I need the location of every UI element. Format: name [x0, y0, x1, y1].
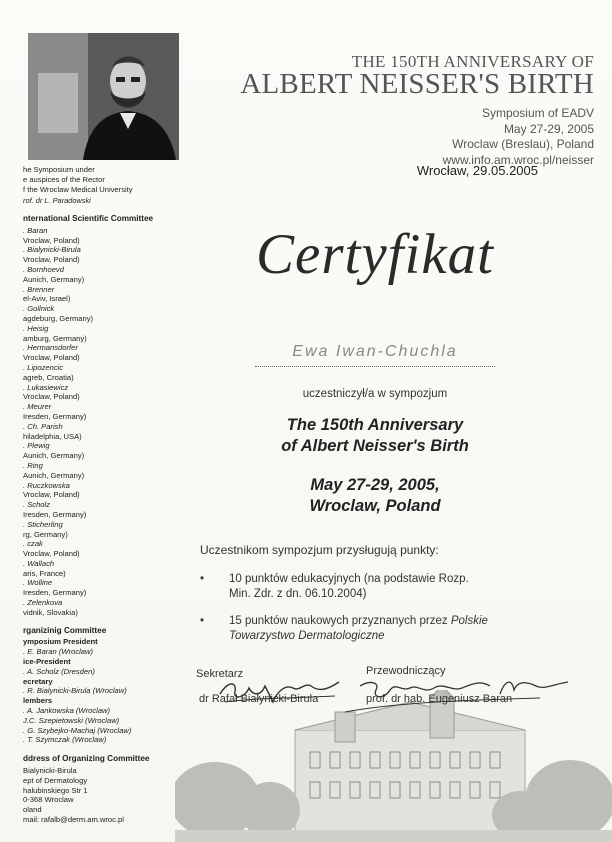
committee-member-location: Aunich, Germany) — [23, 274, 85, 284]
committee-member-location: vidnik, Slovakia) — [23, 607, 78, 617]
committee-member-location: Iresden, Germany) — [23, 411, 87, 421]
organizing-committee-title: rganizinig Committee — [23, 625, 107, 635]
secretary-signature — [215, 672, 355, 712]
bullet-icon: • — [200, 615, 205, 627]
committee-member-name: . Zelenkova — [23, 598, 63, 608]
organizing-member: . A. Jankowska (Wroclaw) — [23, 706, 111, 716]
event-date: May 27-29, 2005, — [310, 476, 440, 494]
committee-member-location: Vroclaw, Poland) — [23, 490, 80, 500]
committee-member-location: rg, Germany) — [23, 529, 68, 539]
symposium-url: www.info.am.wroc.pl/neisser — [442, 152, 594, 167]
committee-member-name: . Baran — [23, 225, 48, 235]
event-title-line2: of Albert Neisser's Birth — [281, 437, 469, 455]
organizing-member: J.C. Szepietowski (Wroclaw) — [23, 715, 120, 725]
rector-name: rof. dr L. Paradowski — [23, 196, 91, 205]
portrait-photo — [28, 33, 179, 160]
address-line: halubinskiego Str 1 — [23, 785, 88, 795]
bullet-text-society: Polskie — [450, 615, 488, 627]
symposium-name: Symposium of EADV — [481, 106, 594, 120]
committee-member-location: agreb, Croatia) — [23, 372, 74, 382]
organizing-member: . E. Baran (Wroclaw) — [23, 647, 94, 657]
committee-member-name: . Lipozencic — [23, 362, 64, 372]
committee-member-name: . czak — [23, 539, 43, 549]
anniversary-heading-line2: ALBERT NEISSER'S BIRTH — [240, 68, 594, 100]
committee-member-location: Vroclaw, Poland) — [23, 549, 80, 559]
organizing-member: . G. Szybejko-Machaj (Wroclaw) — [23, 725, 132, 735]
committee-member-name: . Bornhoevd — [23, 264, 64, 274]
committee-member-location: aris, France) — [23, 568, 66, 578]
secretary-role: Sekretarz — [196, 668, 244, 680]
committee-member-name: . Lukasiewicz — [23, 382, 69, 392]
committee-member-location: el-Aviv, Israel) — [23, 294, 71, 304]
committee-member-name: . Wallach — [23, 558, 55, 568]
address-line: ept of Dermatology — [23, 775, 88, 785]
committee-member-location: hiladelphia, USA) — [23, 431, 82, 441]
committee-member-name: . Heisig — [23, 323, 49, 333]
committee-member-name: . Ring — [23, 460, 43, 470]
committee-member-location: amburg, Germany) — [23, 333, 87, 343]
symposium-info — [300, 106, 594, 168]
scientific-committee-title: nternational Scientific Committee — [23, 214, 154, 223]
organizing-role: ice-President — [23, 657, 71, 667]
organizing-member: . R. Bialynicki-Birula (Wroclaw) — [23, 686, 127, 696]
secretary-name: dr Rafał Białynicki-Birula — [199, 693, 319, 705]
bullet-text-line2: Min. Zdr. z dn. 06.10.2004) — [229, 588, 367, 600]
intro-line: he Symposium under — [23, 165, 95, 174]
name-dotted-line — [255, 366, 495, 367]
bullet-icon: • — [200, 573, 205, 585]
committee-member-name: . Ruczkowska — [23, 480, 70, 490]
address-title: ddress of Organizing Committee — [23, 754, 150, 764]
address-line: 0-368 Wroclaw — [23, 795, 74, 805]
committee-member-location: agdeburg, Germany) — [23, 313, 94, 323]
symposium-dates: May 27-29, 2005 — [503, 121, 594, 136]
bullet-text-plain: 15 punktów naukowych przyznanych przez — [229, 615, 451, 627]
anniversary-heading-line1: THE 150TH ANNIVERSARY OF — [351, 52, 594, 71]
intro-line: e auspices of the Rector — [23, 175, 105, 184]
committee-member-name: . Brenner — [23, 284, 55, 294]
committee-member-location: Iresden, Germany) — [23, 509, 87, 519]
bullet-text — [229, 572, 559, 602]
address-line: mail: rafalb@derm.am.wroc.pl — [23, 815, 124, 825]
organizing-role: ecretary — [23, 676, 53, 686]
organizing-role: ymposium President — [23, 637, 98, 647]
committee-member-name: . Bialynicki-Birula — [23, 245, 81, 255]
issue-date: Wrocław, 29.05.2005 — [416, 163, 538, 178]
chair-role: Przewodniczący — [366, 665, 446, 677]
bullet-text-line1 — [229, 614, 559, 629]
points-intro: Uczestnikom sympozjum przysługują punkty: — [200, 543, 439, 557]
chair-name: prof. dr hab. Eugeniusz Baran — [366, 693, 513, 705]
participation-text: uczestniczył/a w sympozjum — [302, 388, 448, 400]
bullet-text — [229, 614, 559, 644]
sidebar-intro — [23, 165, 213, 206]
committee-member-name: . Hermansdorfer — [23, 343, 78, 353]
organizing-member: . A. Scholz (Dresden) — [23, 666, 95, 676]
address-line: oland — [23, 805, 42, 815]
committee-member-name: . Sticherling — [23, 519, 63, 529]
committee-member-location: Iresden, Germany) — [23, 588, 87, 598]
committee-member-location: Aunich, Germany) — [23, 470, 85, 480]
event-place: Wroclaw, Poland — [309, 497, 441, 515]
committee-member-name: . Plewig — [23, 441, 50, 451]
event-date-place — [200, 475, 550, 517]
bullet-text-line2: Towarzystwo Dermatologiczne — [229, 630, 385, 642]
organizing-role: lembers — [23, 696, 53, 706]
address-line: Bialynicki-Birula — [23, 766, 77, 776]
committee-member-name: . Gollnick — [23, 304, 55, 314]
event-title — [200, 415, 550, 457]
scientific-committee-list — [23, 226, 213, 618]
committee-member-name: . Ch. Parish — [23, 421, 63, 431]
committee-member-location: Vroclaw, Poland) — [23, 353, 80, 363]
portrait-illustration — [28, 33, 179, 160]
committee-member-name: . Wolline — [23, 578, 53, 588]
event-title-line1: The 150th Anniversary — [286, 416, 464, 434]
committee-member-location: Vroclaw, Poland) — [23, 392, 80, 402]
committee-member-name: . Scholz — [23, 500, 51, 510]
committee-member-name: . Meurer — [23, 402, 52, 412]
bullet-text-line1: 10 punktów edukacyjnych (na podstawie Rozp. — [229, 573, 469, 585]
certificate-title: Certyfikat — [256, 223, 494, 286]
participant-name: Ewa Iwan-Chuchla — [292, 343, 458, 360]
symposium-place: Wroclaw (Breslau), Poland — [452, 137, 594, 151]
organizing-member: . T. Szymczak (Wroclaw) — [23, 735, 107, 745]
committee-member-location: Aunich, Germany) — [23, 451, 85, 461]
committee-member-location: Vroclaw, Poland) — [23, 235, 80, 245]
committee-member-location: Vroclaw, Poland) — [23, 255, 80, 265]
intro-line: f the Wroclaw Medical University — [23, 185, 133, 194]
